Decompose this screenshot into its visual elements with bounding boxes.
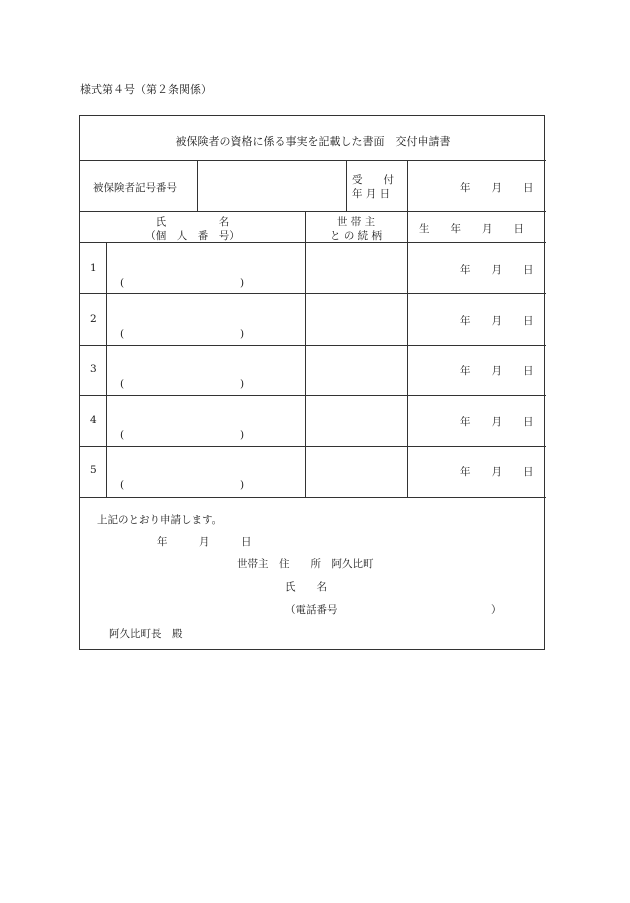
application-form: [79, 115, 545, 650]
form-title: 被保険者の資格に係る事実を記載した書面 交付申請書: [175, 135, 451, 148]
divider: [407, 211, 408, 497]
divider: [407, 160, 408, 211]
id-paren-open: (: [120, 328, 125, 340]
id-paren-close: ): [240, 328, 245, 340]
row-number: 2: [90, 313, 97, 325]
birthdate: 年 月 日: [460, 315, 534, 327]
divider: [80, 160, 546, 161]
id-paren-close: ): [240, 277, 245, 289]
insured-number-label: 被保険者記号番号: [93, 182, 177, 194]
divider: [346, 160, 347, 211]
divider: [106, 242, 107, 497]
receipt-label: 年 月 日: [352, 188, 391, 200]
divider: [80, 395, 546, 396]
receipt-label: 受 付: [352, 174, 394, 186]
column-header-relation: 世 帯 主: [336, 216, 376, 228]
birthdate: 年 月 日: [460, 365, 534, 377]
row-number: 5: [90, 464, 97, 476]
divider: [80, 293, 546, 294]
declaration-text: 上記のとおり申請します。: [97, 514, 223, 526]
divider: [305, 211, 306, 497]
id-paren-open: (: [120, 479, 125, 491]
birthdate: 年 月 日: [460, 416, 534, 428]
birthdate: 年 月 日: [460, 264, 534, 276]
divider: [80, 446, 546, 447]
phone-label: （電話番号: [285, 604, 338, 616]
column-header-id: （個 人 番 号）: [145, 230, 240, 242]
divider: [80, 211, 546, 212]
row-number: 4: [90, 414, 97, 426]
row-number: 3: [90, 363, 97, 375]
form-number-label: 様式第４号（第２条関係）: [80, 83, 212, 96]
divider: [80, 497, 546, 498]
receipt-date: 年 月 日: [460, 182, 534, 194]
id-paren-open: (: [120, 378, 125, 390]
id-paren-close: ): [240, 378, 245, 390]
id-paren-close: ): [240, 429, 245, 441]
row-number: 1: [90, 262, 97, 274]
id-paren-close: ): [240, 479, 245, 491]
divider: [197, 160, 198, 211]
address-label: 世帯主 住 所 阿久比町: [237, 558, 374, 570]
column-header-relation: と の 続 柄: [329, 230, 382, 242]
application-date: 年 月 日: [157, 536, 252, 548]
phone-paren-close: ）: [491, 604, 502, 616]
id-paren-open: (: [120, 277, 125, 289]
divider: [80, 345, 546, 346]
birthdate: 年 月 日: [460, 466, 534, 478]
applicant-name-label: 氏 名: [285, 581, 327, 593]
column-header-birthdate: 生 年 月 日: [419, 223, 524, 235]
column-header-name: 氏 名: [155, 216, 230, 228]
id-paren-open: (: [120, 429, 125, 441]
addressee: 阿久比町長 殿: [109, 628, 183, 640]
